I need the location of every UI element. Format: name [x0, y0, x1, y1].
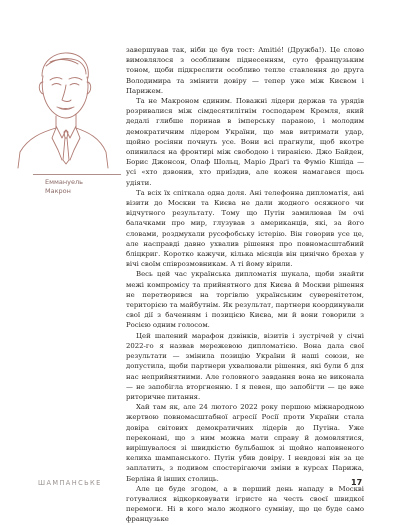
paragraph: Та не Макроном єдиним. Поважні лідери держав та урядів розривалися між сімдесятилітнім господарем Кремля, який дедалі глибше поринав в імперську параною, і молодим демократичним лідером України, що мав витримати удар, щойно росіяни почнуть усе. Вони всі прагнули, щоб вкотре опинилася на фронтирі між свободою і тиранією. Джо Байден, Борис Джонсон, Олаф Шольц, Маріо Драґі та Фуміо Кішіда — усі «хто дзвонив, хто приїздив, але кожен намагався щось удіяти. [126, 97, 364, 187]
caption-last-name: Макрон [45, 187, 71, 195]
paragraph: Цей шалений марафон дзвінків, візитів і зустрічей у січні 2022-го я назвав мережевою дипломатією. Вона дала свої результати — змінила позицію України й наші союзи, не допустила, щоби партнери ухвалювали рішення, які були б для нас неприйнятними. Але головного завдання вона не виконала — не запобігла вторгненню. І я певен, що запобігти — це вже риторичне питання. [126, 331, 364, 401]
paragraph: Хай там як, але 24 лютого 2022 року першою міжнародною жертвою повномасштабної агресії Росії проти України стала довіра світових демократичних лідерів до Путіна. Уже переконані, що з ним можна мати справу й домовлятися, вирішувалося зі швидкістю бульбашок зі щойно наповненого келиха шампанського. Путін убив довіру. І невдовзі він за це заплатить, з подивом спостерігаючи зміни в курсах Парижа, Берліна й інших столиць. [126, 403, 364, 483]
caption-rule [33, 174, 121, 175]
running-title: ШАМПАНСЬКЕ [38, 479, 102, 487]
main-text [126, 45, 364, 525]
paragraph: Весь цей час українська дипломатія шукала, щоби знайти межі компромісу та прийнятного для Києва й Москви рішення не перетворився на торгівлю українським суверенітетом, територією та майбутнім. Як результат, партнери координували свої дії з баченням і позицією Києва, ми й вони говорили з Росією одним голосом. [126, 270, 364, 330]
portrait-caption [45, 178, 115, 196]
paragraph: Але це буде згодом, а в перший день нападу в Москві готувалися відкорковувати ігристе на честь своєї швидкої перемоги. Ні в кого мало жодного сумніву, що це буде само французьке [126, 484, 364, 524]
paragraph: завершував так, ніби це був тост: Amitié! (Дружба!). Це слово вимовлялося з особливим піднесенням, суто французьким тоном, щоби підкреслити особливо тепле ставлення до друга Володимира та змінити довіру — тепер уже між Києвом і Парижем. [126, 46, 364, 95]
paragraph: Та всіх їх спіткала одна доля. Ані телефонна дипломатія, ані візити до Москви та Києва не дали жодного осяжного чи відчутного результату. Тому що Путін замилював їм очі балачками про мир, глузував з американців, які, за його словами, роздмухали русофобську істерію. Він говорив усе це, але насправді давно ухвалив рішення про повномасштабний бліцкриг. Коротко кажучи, кілька місяців він цинічно брехав у вічі своїм співрозмовникам. А ті йому вірили. [126, 188, 364, 269]
portrait-illustration [12, 42, 112, 170]
caption-first-name: Еммануель [45, 178, 83, 186]
page-number: 17 [351, 478, 363, 487]
